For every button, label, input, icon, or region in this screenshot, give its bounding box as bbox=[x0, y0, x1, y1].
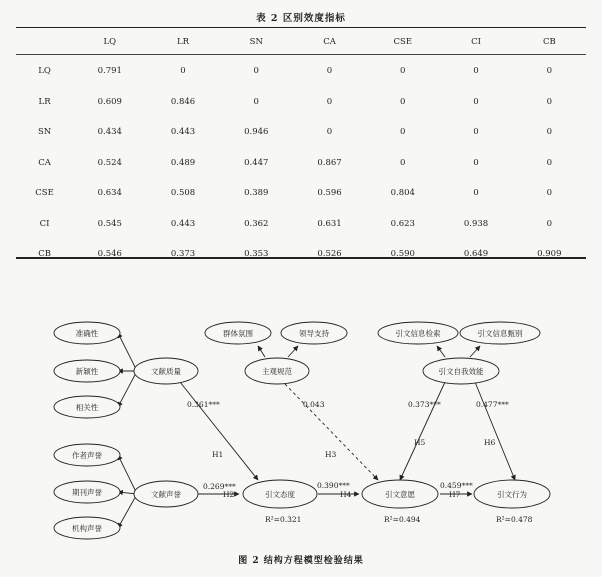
header-cell: CA bbox=[323, 37, 336, 47]
table-cell: 0 bbox=[473, 188, 479, 199]
path-h6 bbox=[475, 382, 515, 480]
h4-coefficient: 0.390*** bbox=[317, 481, 350, 490]
h5-label: H5 bbox=[414, 438, 426, 447]
table-row bbox=[16, 239, 586, 270]
svg-text:引文态度: 引文态度 bbox=[265, 490, 295, 499]
table-cell: 0.623 bbox=[390, 218, 415, 229]
table-cell: 0 bbox=[546, 218, 553, 229]
table-cell: 0.649 bbox=[463, 249, 489, 260]
svg-text:准确性: 准确性 bbox=[75, 329, 99, 338]
construct-subjective-norm bbox=[245, 358, 309, 384]
h3-label: H3 bbox=[325, 450, 337, 459]
table-cell: 0.508 bbox=[170, 188, 196, 199]
table-cell: 0 bbox=[473, 157, 479, 168]
table-cell: 0.526 bbox=[317, 249, 342, 260]
indicator-relevance bbox=[54, 396, 120, 418]
table-row bbox=[16, 87, 586, 118]
table-cell: 0.489 bbox=[170, 157, 196, 168]
header-cell: CB bbox=[542, 37, 556, 47]
table-cell: 0 bbox=[326, 66, 333, 77]
svg-text:文献声誉: 文献声誉 bbox=[151, 490, 181, 499]
r2-intention: R²=0.494 bbox=[384, 515, 421, 524]
h1-coefficient: 0.361*** bbox=[187, 400, 220, 409]
table-cell: 0 bbox=[473, 66, 479, 77]
construct-citation-behavior bbox=[474, 480, 550, 508]
table-cell: 0 bbox=[253, 66, 259, 77]
svg-text:引文自我效能: 引文自我效能 bbox=[438, 367, 484, 376]
table-cell: 0 bbox=[473, 127, 479, 138]
table-cell: 0 bbox=[546, 96, 553, 107]
table-cell: 0.846 bbox=[170, 96, 196, 107]
table-cell: 0.373 bbox=[170, 249, 196, 260]
svg-text:群体氛围: 群体氛围 bbox=[223, 329, 253, 338]
table-cell: 0 bbox=[400, 157, 406, 168]
table-cell: 0 bbox=[326, 127, 333, 138]
table-row bbox=[16, 117, 586, 148]
svg-text:期刊声誉: 期刊声誉 bbox=[72, 488, 102, 497]
indicator-citation-info-search bbox=[378, 322, 458, 344]
sem-diagram bbox=[0, 300, 602, 550]
table-cell: 0.389 bbox=[244, 188, 269, 199]
row-label: LR bbox=[38, 96, 51, 107]
row-label: SN bbox=[37, 127, 52, 138]
construct-literature-reputation bbox=[134, 481, 198, 507]
svg-text:主观规范: 主观规范 bbox=[262, 367, 292, 376]
path-h1 bbox=[180, 382, 258, 480]
h7-label: H7 bbox=[449, 490, 461, 499]
row-label: CB bbox=[38, 249, 51, 260]
svg-text:引文信息甄别: 引文信息甄别 bbox=[477, 329, 523, 338]
svg-text:作者声誉: 作者声誉 bbox=[72, 451, 102, 460]
h7-coefficient: 0.459*** bbox=[440, 481, 473, 490]
table-cell: 0 bbox=[400, 127, 406, 138]
table-cell: 0.353 bbox=[244, 249, 269, 260]
table-cell: 0.596 bbox=[317, 188, 342, 199]
construct-citation-attitude bbox=[243, 480, 317, 508]
table-cell: 0 bbox=[326, 96, 333, 107]
table-row bbox=[16, 148, 586, 179]
r2-attitude: R²=0.321 bbox=[265, 515, 302, 524]
discriminant-validity-table bbox=[16, 28, 586, 270]
h6-coefficient: 0.477*** bbox=[476, 400, 509, 409]
table-cell: 0.447 bbox=[244, 157, 269, 168]
header-cell: CSE bbox=[393, 37, 413, 47]
table-cell: 0 bbox=[473, 96, 479, 107]
table-cell: 0.443 bbox=[170, 218, 196, 229]
indicator-author-reputation bbox=[54, 444, 120, 466]
header-cell bbox=[16, 28, 73, 56]
h1-label: H1 bbox=[212, 450, 224, 459]
r2-behavior: R²=0.478 bbox=[496, 515, 533, 524]
table-cell: 0.545 bbox=[97, 218, 122, 229]
table-cell: 0 bbox=[546, 188, 553, 199]
header-cell: LQ bbox=[103, 37, 117, 47]
svg-text:机构声誉: 机构声誉 bbox=[72, 524, 102, 533]
h2-label: H2 bbox=[223, 490, 235, 499]
table-cell: 0.791 bbox=[97, 66, 122, 77]
indicator-leader-support bbox=[281, 322, 347, 344]
indicator-journal-reputation bbox=[54, 481, 120, 503]
table-cell: 0.804 bbox=[390, 188, 415, 199]
table-cell: 0.631 bbox=[317, 218, 342, 229]
h6-label: H6 bbox=[484, 438, 496, 447]
table-row bbox=[16, 56, 586, 87]
table-header-row bbox=[16, 28, 586, 56]
svg-text:引文信息检索: 引文信息检索 bbox=[395, 329, 441, 338]
header-cell: SN bbox=[249, 37, 263, 47]
path-labels bbox=[187, 400, 533, 524]
table-cell: 0.590 bbox=[390, 249, 415, 260]
table-cell: 0.524 bbox=[97, 157, 122, 168]
header-cell: CI bbox=[471, 37, 481, 47]
table-cell: 0 bbox=[546, 157, 553, 168]
indicator-group-atmosphere bbox=[205, 322, 271, 344]
table-cell: 0.867 bbox=[317, 157, 342, 168]
row-label: CSE bbox=[35, 188, 54, 199]
table-cell: 0.362 bbox=[244, 218, 269, 229]
table-row bbox=[16, 178, 586, 209]
h5-coefficient: 0.373*** bbox=[408, 400, 441, 409]
svg-text:相关性: 相关性 bbox=[75, 403, 99, 412]
row-label: LQ bbox=[38, 66, 51, 77]
svg-text:文献质量: 文献质量 bbox=[151, 367, 181, 376]
construct-citation-intention bbox=[362, 480, 438, 508]
table-cell: 0.609 bbox=[97, 96, 122, 107]
path-h3 bbox=[285, 384, 378, 480]
table-cell: 0.634 bbox=[97, 188, 122, 199]
path-h5 bbox=[400, 382, 445, 480]
table-cell: 0 bbox=[400, 66, 406, 77]
table-cell: 0 bbox=[253, 96, 259, 107]
row-label: CA bbox=[38, 157, 51, 168]
table-cell: 0 bbox=[400, 96, 406, 107]
table-cell: 0.434 bbox=[97, 127, 122, 138]
table-title: 表 2 区别效度指标 bbox=[256, 13, 346, 24]
svg-text:引文意愿: 引文意愿 bbox=[385, 490, 415, 499]
table-cell: 0 bbox=[180, 66, 186, 77]
indicator-citation-info-identify bbox=[460, 322, 540, 344]
svg-text:领导支持: 领导支持 bbox=[299, 329, 329, 338]
table-cell: 0.546 bbox=[97, 249, 122, 260]
structural-paths bbox=[180, 382, 515, 494]
svg-text:引文行为: 引文行为 bbox=[497, 490, 527, 499]
indicator-accuracy bbox=[54, 322, 120, 344]
h4-label: H4 bbox=[340, 490, 352, 499]
header-cell: LR bbox=[176, 37, 190, 47]
table-cell: 0.909 bbox=[537, 249, 562, 260]
row-label: CI bbox=[39, 218, 50, 229]
table-cell: 0 bbox=[546, 66, 553, 77]
construct-literature-quality bbox=[134, 358, 198, 384]
indicator-novelty bbox=[54, 360, 120, 382]
h2-coefficient: 0.269*** bbox=[203, 482, 236, 491]
h3-coefficient: 0.043 bbox=[303, 400, 325, 409]
table-cell: 0.938 bbox=[463, 218, 489, 229]
table-row bbox=[16, 209, 586, 240]
svg-text:新颖性: 新颖性 bbox=[75, 367, 99, 376]
table-cell: 0.946 bbox=[244, 127, 269, 138]
indicator-institution-reputation bbox=[54, 517, 120, 539]
table-cell: 0 bbox=[546, 127, 553, 138]
construct-citation-self-efficacy bbox=[423, 358, 499, 384]
figure-caption: 图 2 结构方程模型检验结果 bbox=[238, 556, 364, 566]
table-cell: 0.443 bbox=[170, 127, 196, 138]
